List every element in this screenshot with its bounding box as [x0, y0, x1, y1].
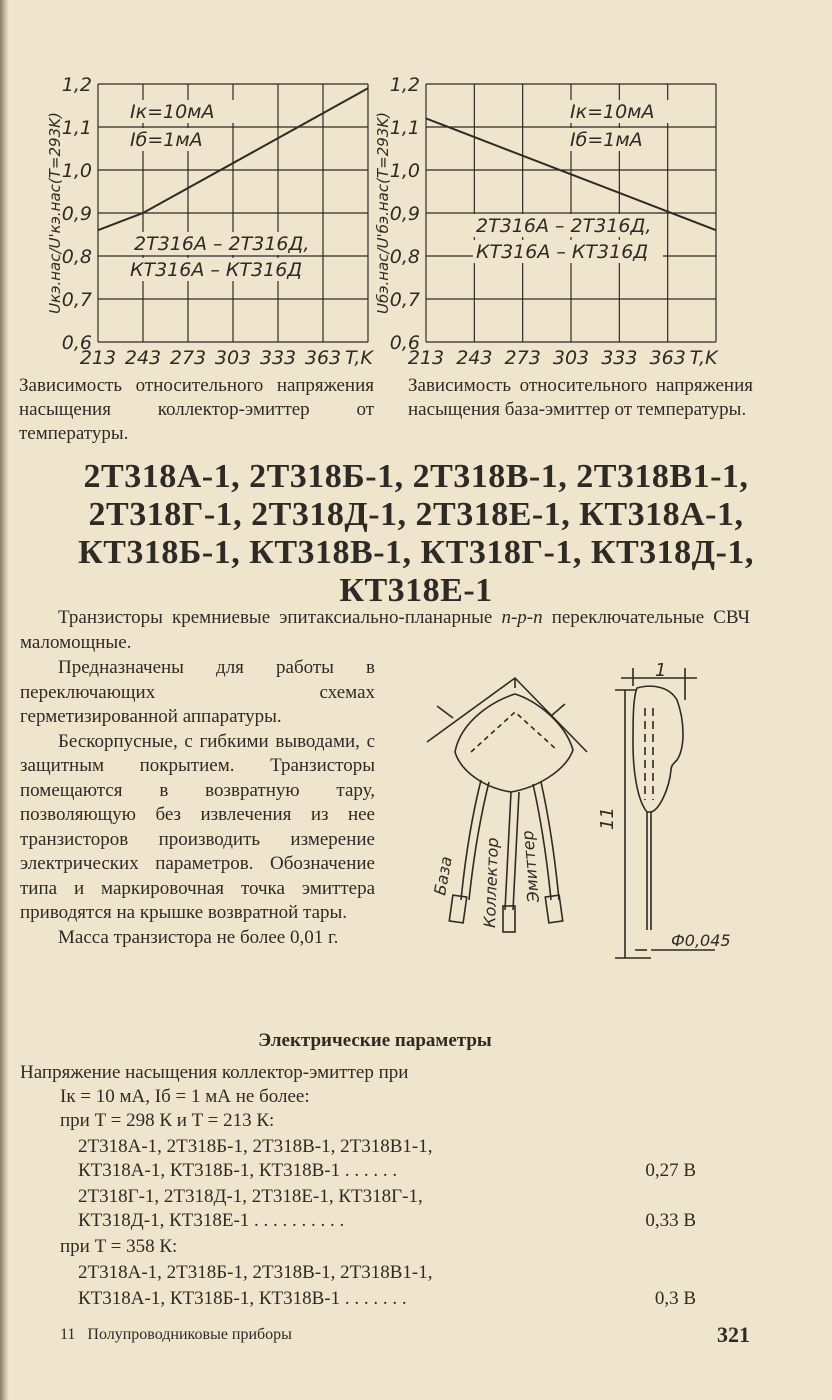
- annotation-label: 2Т316А – 2Т316Д,: [476, 215, 652, 237]
- x-tick-label: 273: [169, 347, 207, 369]
- x-axis-label: T,K: [345, 347, 373, 369]
- footer-text: 11 Полупроводниковые приборы: [60, 1326, 292, 1343]
- x-tick-label: 273: [504, 347, 541, 369]
- spec-line: КТ318Д-1, КТ318Е-1 . . . . . . . . . .: [78, 1210, 345, 1231]
- y-tick-label: 0,9: [389, 203, 420, 225]
- dim-diameter-label: Ф0,045: [671, 931, 731, 950]
- y-tick-label: 1,1: [61, 117, 92, 139]
- spec-line: 2Т318А-1, 2Т318Б-1, 2Т318В-1, 2Т318В1-1,: [78, 1136, 433, 1157]
- x-axis-label: T,K: [689, 347, 718, 369]
- spec-line: КТ318А-1, КТ318Б-1, КТ318В-1 . . . . . .: [78, 1160, 398, 1181]
- spec-value: 0,33 В: [645, 1210, 696, 1231]
- caption-collector-emitter: Зависимость относительного напряжения насыщения коллектор-эмиттер от температуры.: [19, 375, 374, 444]
- x-tick-label: 363: [649, 347, 686, 369]
- caption-base-emitter: Зависимость относительного напряжения насыщения база-эмиттер от температуры.: [408, 375, 753, 420]
- y-tick-label: 1,1: [389, 117, 420, 139]
- x-tick-label: 303: [214, 347, 252, 369]
- annotation-label: 2Т316А – 2Т316Д,: [134, 233, 310, 255]
- y-tick-label: 1,0: [61, 160, 92, 182]
- spec-line: Напряжение насыщения коллектор-эмиттер при: [20, 1062, 409, 1083]
- dim-length-label: 11: [597, 807, 618, 830]
- intro-paragraph-1: [20, 606, 750, 655]
- pin-base-label: База: [430, 854, 456, 897]
- spec-line: 2Т318Г-1, 2Т318Д-1, 2Т318Е-1, КТ318Г-1,: [78, 1186, 423, 1207]
- page-binding-edge: [0, 0, 9, 1400]
- y-tick-label: 1,2: [389, 74, 420, 96]
- npn-label: n-p-n: [501, 607, 543, 628]
- page-title: [30, 458, 802, 610]
- annotation-label: Iк=10мА: [570, 101, 655, 123]
- pin-collector-label: Коллектор: [480, 837, 503, 929]
- spec-line: при T = 298 К и T = 213 К:: [60, 1110, 275, 1131]
- y-tick-label: 0,8: [61, 246, 92, 268]
- page-number: 321: [717, 1322, 750, 1347]
- title-line: КТ318Б-1, КТ318В-1, КТ318Г-1, КТ318Д-1,: [78, 534, 754, 571]
- y-tick-label: 1,0: [389, 160, 420, 182]
- x-tick-label: 363: [304, 347, 342, 369]
- section-heading: Электрические параметры: [258, 1030, 492, 1051]
- x-tick-label: 333: [259, 347, 297, 369]
- x-tick-label: 213: [407, 347, 445, 369]
- chart-collector-emitter: [10, 62, 390, 372]
- spec-value: 0,3 В: [654, 1288, 696, 1309]
- transistor-outline-drawing: [415, 660, 760, 970]
- title-line: КТ318Е-1: [339, 572, 493, 609]
- annotation-label: Iб=1мА: [130, 129, 203, 151]
- spec-line: Iк = 10 мА, Iб = 1 мА не более:: [60, 1086, 310, 1107]
- intro-column: [20, 656, 375, 950]
- pin-emitter-label: Эмиттер: [517, 829, 543, 904]
- y-tick-label: 0,8: [389, 246, 420, 268]
- y-tick-label: 1,2: [61, 74, 92, 96]
- spec-line: 2Т318А-1, 2Т318Б-1, 2Т318В-1, 2Т318В1-1,: [78, 1262, 433, 1283]
- intro-text: Транзисторы кремниевые эпитаксиально-планарные: [58, 607, 502, 628]
- y-axis-label: Uбэ.нас/U'бэ.нас(T=293K): [374, 111, 392, 315]
- purpose-paragraph: Предназначены для работы в переключающих схемах герметизированной аппаратуры.: [20, 657, 375, 727]
- intro-text: переключательные СВЧ маломощные.: [20, 607, 750, 653]
- annotation-label: КТ316А – КТ316Д: [130, 259, 303, 281]
- y-tick-label: 0,7: [389, 289, 420, 311]
- annotation-label: Iб=1мА: [570, 129, 643, 151]
- y-tick-label: 0,7: [61, 289, 92, 311]
- dim-width-label: 1: [655, 660, 667, 681]
- title-line: 2Т318А-1, 2Т318Б-1, 2Т318В-1, 2Т318В1-1,: [83, 458, 749, 495]
- description-paragraph: Бескорпусные, с гибкими выводами, с защитным покрытием. Транзисторы помещаются в возвратную тару, позволяющую без извлечения из нее транзисторов производить измерение электрических параметров. Обозначение типа и маркировочная точка эмиттера приводятся на крышке возвратной тары.: [20, 730, 375, 923]
- y-axis-label: Uкэ.нас/U'кэ.нас(T=293K): [46, 112, 64, 314]
- y-tick-label: 0,6: [61, 332, 92, 354]
- y-tick-label: 0,9: [61, 203, 92, 225]
- chart-base-emitter: [374, 62, 740, 372]
- x-tick-label: 243: [456, 347, 493, 369]
- y-tick-label: 0,6: [389, 332, 420, 354]
- x-tick-label: 303: [552, 347, 590, 369]
- x-tick-label: 243: [124, 347, 162, 369]
- title-line: 2Т318Г-1, 2Т318Д-1, 2Т318Е-1, КТ318А-1,: [88, 496, 744, 533]
- x-tick-label: 213: [79, 347, 117, 369]
- spec-value: 0,27 В: [645, 1160, 696, 1181]
- x-tick-label: 333: [601, 347, 638, 369]
- spec-line: при T = 358 К:: [60, 1236, 178, 1257]
- annotation-label: КТ316А – КТ316Д: [476, 241, 649, 263]
- annotation-label: Iк=10мА: [130, 101, 215, 123]
- spec-line: КТ318А-1, КТ318Б-1, КТ318В-1 . . . . . . .: [78, 1288, 407, 1309]
- mass-paragraph: Масса транзистора не более 0,01 г.: [58, 926, 339, 948]
